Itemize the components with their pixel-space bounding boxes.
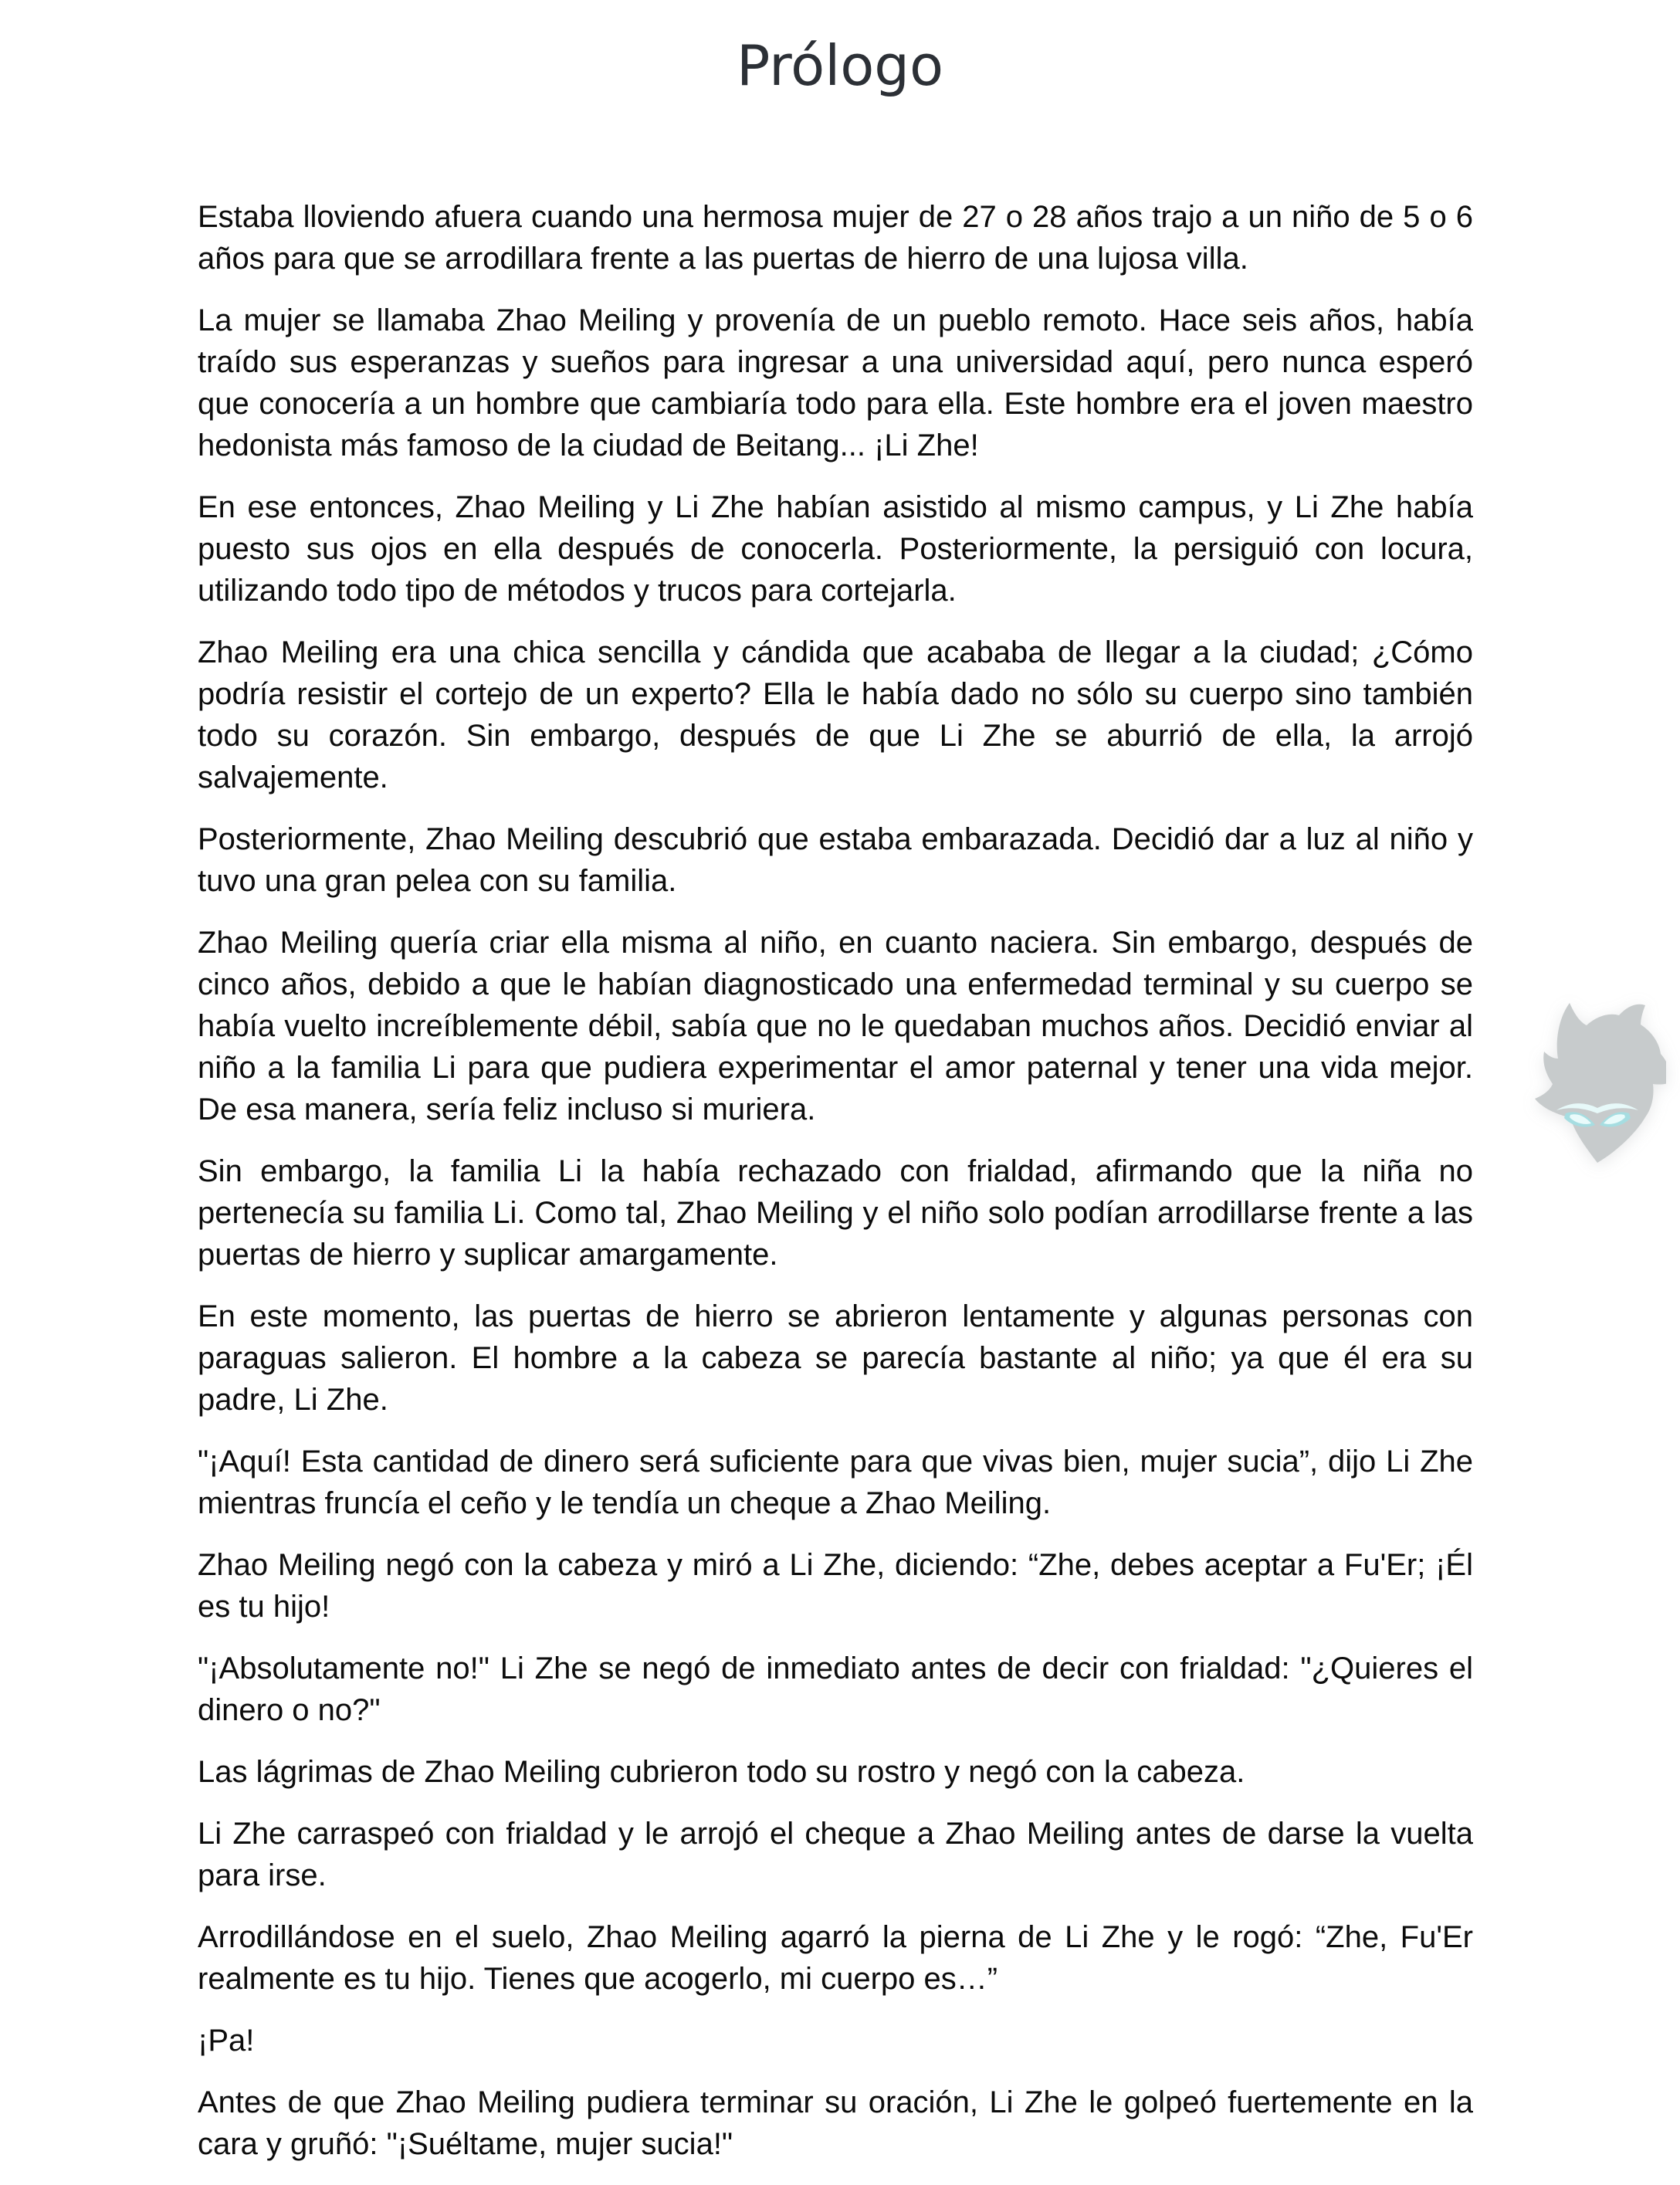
paragraph: Arrodillándose en el suelo, Zhao Meiling agarró la pierna de Li Zhe y le rogó: “Zhe, Fu'Er realmente es tu hijo. Tienes que acogerlo, mi cuerpo es…” [198,1920,1473,1996]
paragraph: Posteriormente, Zhao Meiling descubrió que estaba embarazada. Decidió dar a luz al niño y tuvo una gran pelea con su familia. [198,822,1473,898]
watermark-brow-glow [1556,1103,1638,1113]
demon-head-logo-svg [1529,998,1666,1167]
watermark-right-eye [1600,1112,1631,1126]
paragraph: "¡Absolutamente no!" Li Zhe se negó de inmediato antes de decir con frialdad: "¿Quieres el dinero o no?" [198,1651,1473,1727]
page-title: Prólogo [736,33,944,98]
demon-head-watermark-icon [1529,998,1666,1167]
paragraph: Las lágrimas de Zhao Meiling cubrieron todo su rostro y negó con la cabeza. [198,1755,1245,1789]
watermark-left-eye [1564,1112,1595,1126]
prologue-paragraphs [198,196,1473,2185]
paragraph: En ese entonces, Zhao Meiling y Li Zhe habían asistido al mismo campus, y Li Zhe había puesto sus ojos en ella después de conocerla. Posteriormente, la persiguió con locura, utilizando todo tipo de métodos y trucos para cortejarla. [198,490,1473,608]
paragraph: Zhao Meiling quería criar ella misma al niño, en cuanto naciera. Sin embargo, después de cinco años, debido a que le habían diagnosticado una enfermedad terminal y su cuerpo se había vuelto increíblemente débil, sabía que no le quedaban muchos años. Decidió enviar al niño a la familia Li para que pudiera experimentar el amor paternal y tener una vida mejor. De esa manera, sería feliz incluso si muriera. [198,926,1473,1126]
paragraph: En este momento, las puertas de hierro se abrieron lentamente y algunas personas con paraguas salieron. El hombre a la cabeza se parecía bastante al niño; ya que él era su padre, Li Zhe. [198,1299,1473,1417]
paragraph: Sin embargo, la familia Li la había rechazado con frialdad, afirmando que la niña no pertenecía su familia Li. Como tal, Zhao Meiling y el niño solo podían arrodillarse frente a las puertas de hierro y suplicar amargamente. [198,1154,1473,1272]
paragraph: Zhao Meiling negó con la cabeza y miró a Li Zhe, diciendo: “Zhe, debes aceptar a Fu'Er; ¡Él es tu hijo! [198,1548,1473,1624]
paragraph: Estaba lloviendo afuera cuando una hermosa mujer de 27 o 28 años trajo a un niño de 5 o 6 años para que se arrodillara frente a las puertas de hierro de una lujosa villa. [198,200,1473,276]
paragraph: Antes de que Zhao Meiling pudiera terminar su oración, Li Zhe le golpeó fuertemente en la cara y gruñó: "¡Suéltame, mujer sucia!" [198,2085,1473,2161]
paragraph: Zhao Meiling era una chica sencilla y cándida que acababa de llegar a la ciudad; ¿Cómo podría resistir el cortejo de un experto? Ella le había dado no sólo su cuerpo sino también todo su corazón. Sin embargo, después de que Li Zhe se aburrió de ella, la arrojó salvajemente. [198,635,1473,794]
paragraph: La mujer se llamaba Zhao Meiling y provenía de un pueblo remoto. Hace seis años, había traído sus esperanzas y sueños para ingresar a una universidad aquí, pero nunca esperó que conocería a un hombre que cambiaría todo para ella. Este hombre era el joven maestro hedonista más famoso de la ciudad de Beitang... ¡Li Zhe! [198,303,1473,462]
paragraph: ¡Pa! [198,2024,255,2058]
paragraph: "¡Aquí! Esta cantidad de dinero será suficiente para que vivas bien, mujer sucia”, dijo Li Zhe mientras fruncía el ceño y le tendía un cheque a Zhao Meiling. [198,1445,1473,1520]
paragraph: Li Zhe carraspeó con frialdad y le arrojó el cheque a Zhao Meiling antes de darse la vuelta para irse. [198,1817,1473,1892]
watermark-head-shape [1535,1003,1666,1163]
watermark-right-eye-highlight [1604,1114,1625,1124]
watermark-left-eye-highlight [1570,1114,1591,1124]
